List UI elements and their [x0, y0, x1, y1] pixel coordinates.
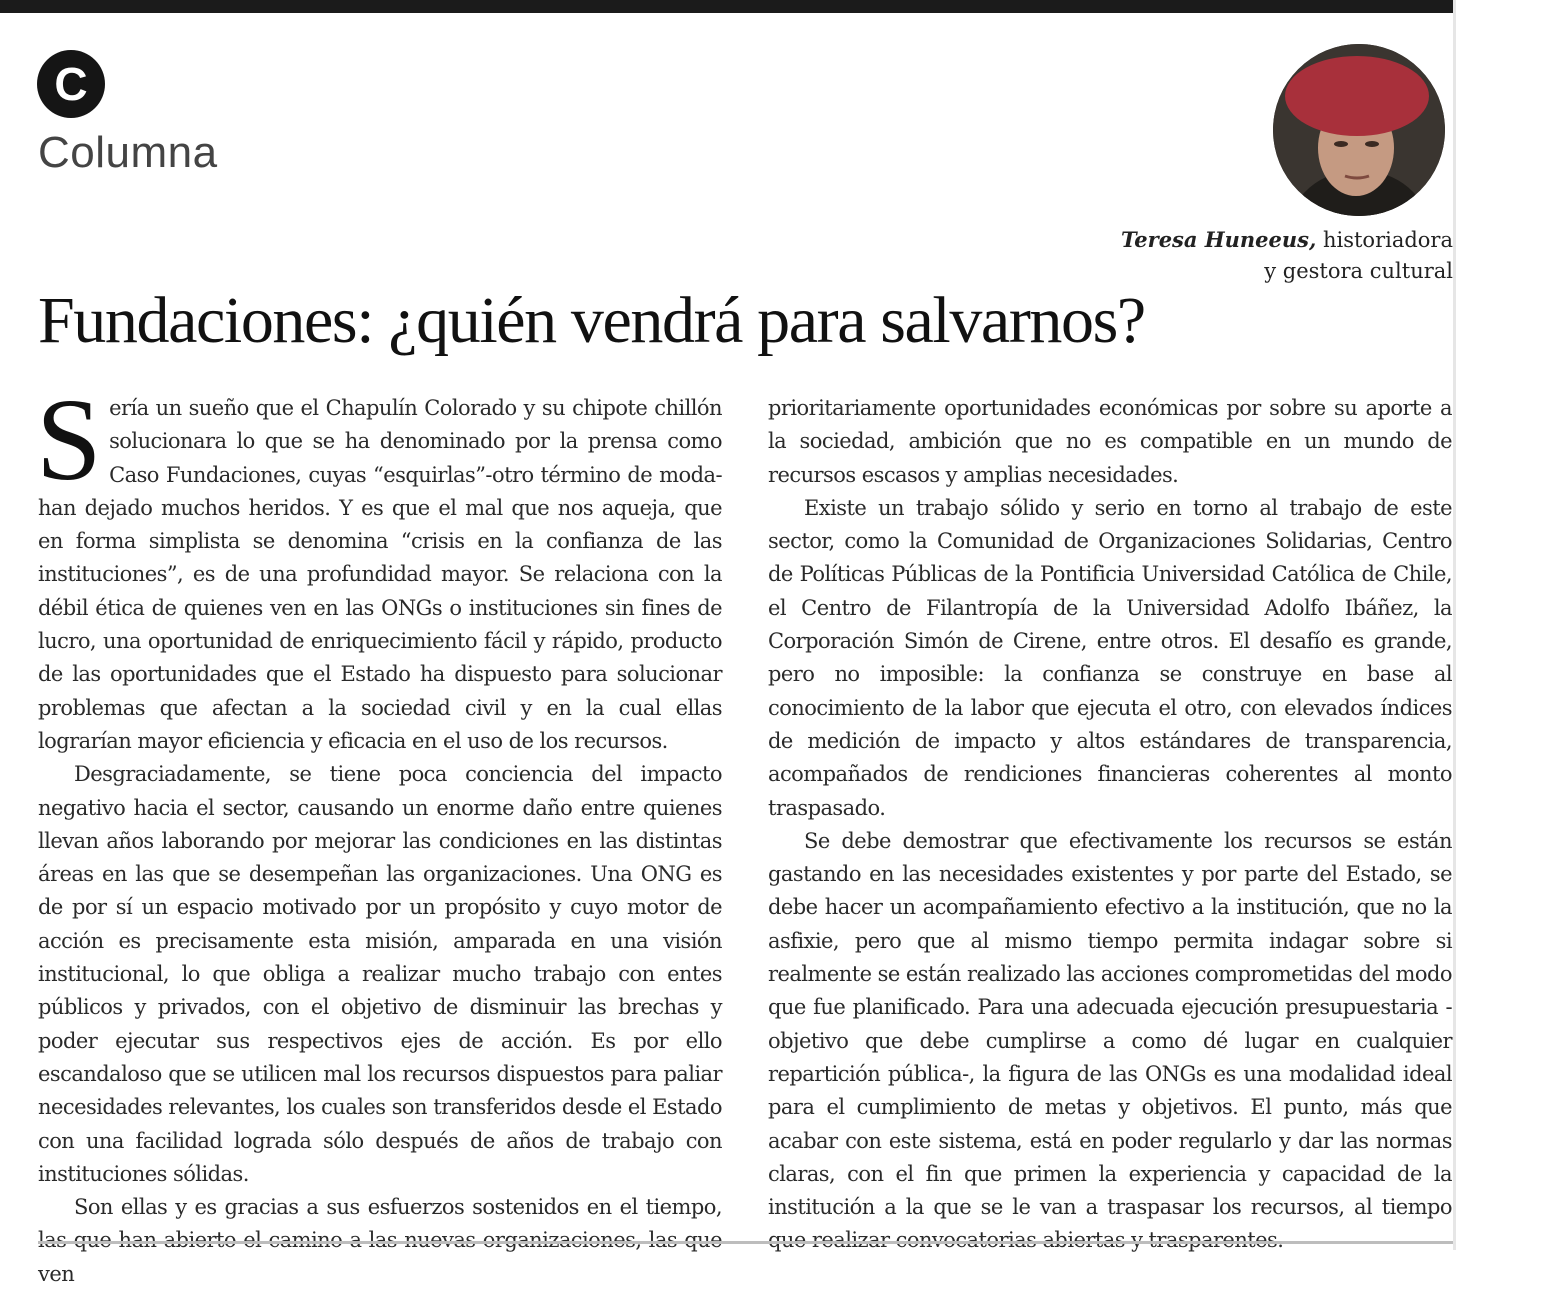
article-paragraph: prioritariamente oportunidades económicas por sobre su aporte a la sociedad, ambición que no es compatible en un mundo de recursos escasos y amplias necesidades.: [768, 396, 1452, 487]
photo-hat: [1285, 56, 1429, 136]
article-paragraph: [36, 374, 722, 758]
article-headline: Fundaciones: ¿quién vendrá para salvarnos?: [38, 284, 1145, 357]
author-role: historiadora: [1316, 228, 1453, 252]
article-column-left: [36, 374, 722, 1291]
photo-eye-left: [1334, 141, 1348, 147]
top-rule: [0, 0, 1453, 13]
article-paragraph: Son ellas y es gracias a sus esfuerzos sostenidos en el tiempo, ven: [38, 1195, 722, 1286]
page-edge: [1453, 0, 1456, 1250]
article-paragraph: Se debe demostrar que efectivamente los recursos se están gastando en las necesidades existentes y por parte del Estado, se debe hacer un acompañamiento efectivo a la institución, que no la asfixie, pero que al mismo tiempo permita indagar sobre si realmente se están realizado las acciones comprometidas del modo que fue planificado. Para una adecuada ejecución presupuestaria -objetivo que debe cumplirse a como dé lugar en cualquier repartición pública-, la figura de las ONGs es una modalidad ideal para el cumplimiento de metas y objetivos. El punto, más que acabar con este sistema, está en poder regularlo y dar las normas claras, con el fin que primen la experiencia y capacidad de la institución a la que se le van a traspasar los recursos, al tiempo: [768, 828, 1452, 1220]
article-paragraph: Existe un trabajo sólido y serio en torno al trabajo de este sector, como la Comunidad de Organizaciones Solidarias, Centro de Políticas Públicas de la Pontificia Universidad Católica de Chile, el Centro de Filantropía de la Universidad Adolfo Ibáñez, la Corporación Simón de Cirene, entre otros. El desafío es grande, pero no imposible: la confianza se construye en base al conocimiento de la labor que ejecuta el otro, con elevados índices de medición de impacto y altos estándares de transparencia, acompañados de rendiciones financieras coherentes al monto traspasado.: [768, 495, 1452, 820]
author-byline: [1033, 224, 1453, 287]
section-badge-letter: C: [54, 58, 88, 110]
drop-cap: S: [36, 374, 102, 505]
bottom-rule: [38, 1241, 1453, 1244]
author-name: Teresa Huneeus,: [1121, 227, 1317, 252]
article-paragraph: Desgraciadamente, se tiene poca conciencia del impacto negativo hacia el sector, causando un enorme daño entre quienes llevan años laborando por mejorar las condiciones en las distintas áreas en las que se desempeñan las organizaciones. Una ONG es de por sí un espacio motivado por un propósito y cuyo motor de acción es precisamente esta misión, amparada en una visión institucional, lo que obliga a realizar mucho trabajo con entes públicos y privados, con el objetivo de disminuir las brechas y poder ejecutar sus respectivos ejes de acción. Es por ello escandaloso que se utilicen mal los recursos dispuestos para paliar necesidades relevantes, los cuales son transferidos desde el Estado con una facilidad lograda sólo después de años de trabajo con instituciones sólidas.: [38, 762, 722, 1186]
article-column-right: [768, 392, 1452, 1258]
author-role-continued: y gestora cultural: [1264, 259, 1453, 283]
article-paragraph-text: ería un sueño que el Chapulín Colorado y su chipote chillón solucionara lo que se ha denominado por la prensa como Caso Fundaciones, cuyas “esquirlas”-otro término de moda- han dejado muchos heridos. Y es que el mal que nos aqueja, que en forma simplista se denomina “crisis en la confianza de las instituciones”, es de una profundidad mayor. Se relaciona con la débil ética de quienes ven en las ONGs o instituciones sin fines de lucro, una oportunidad de enriquecimiento fácil y rápido, producto de las oportunidades que el Estado ha dispuesto para solucionar problemas que afectan a la sociedad civil y en la cual ellas lograrían mayor eficiencia y eficacia en el uso de los recursos.: [38, 396, 722, 753]
photo-eye-right: [1365, 141, 1379, 147]
section-badge: [37, 50, 105, 118]
author-portrait-image: [1273, 44, 1445, 216]
section-label: Columna: [38, 128, 218, 177]
author-photo: [1273, 44, 1445, 216]
